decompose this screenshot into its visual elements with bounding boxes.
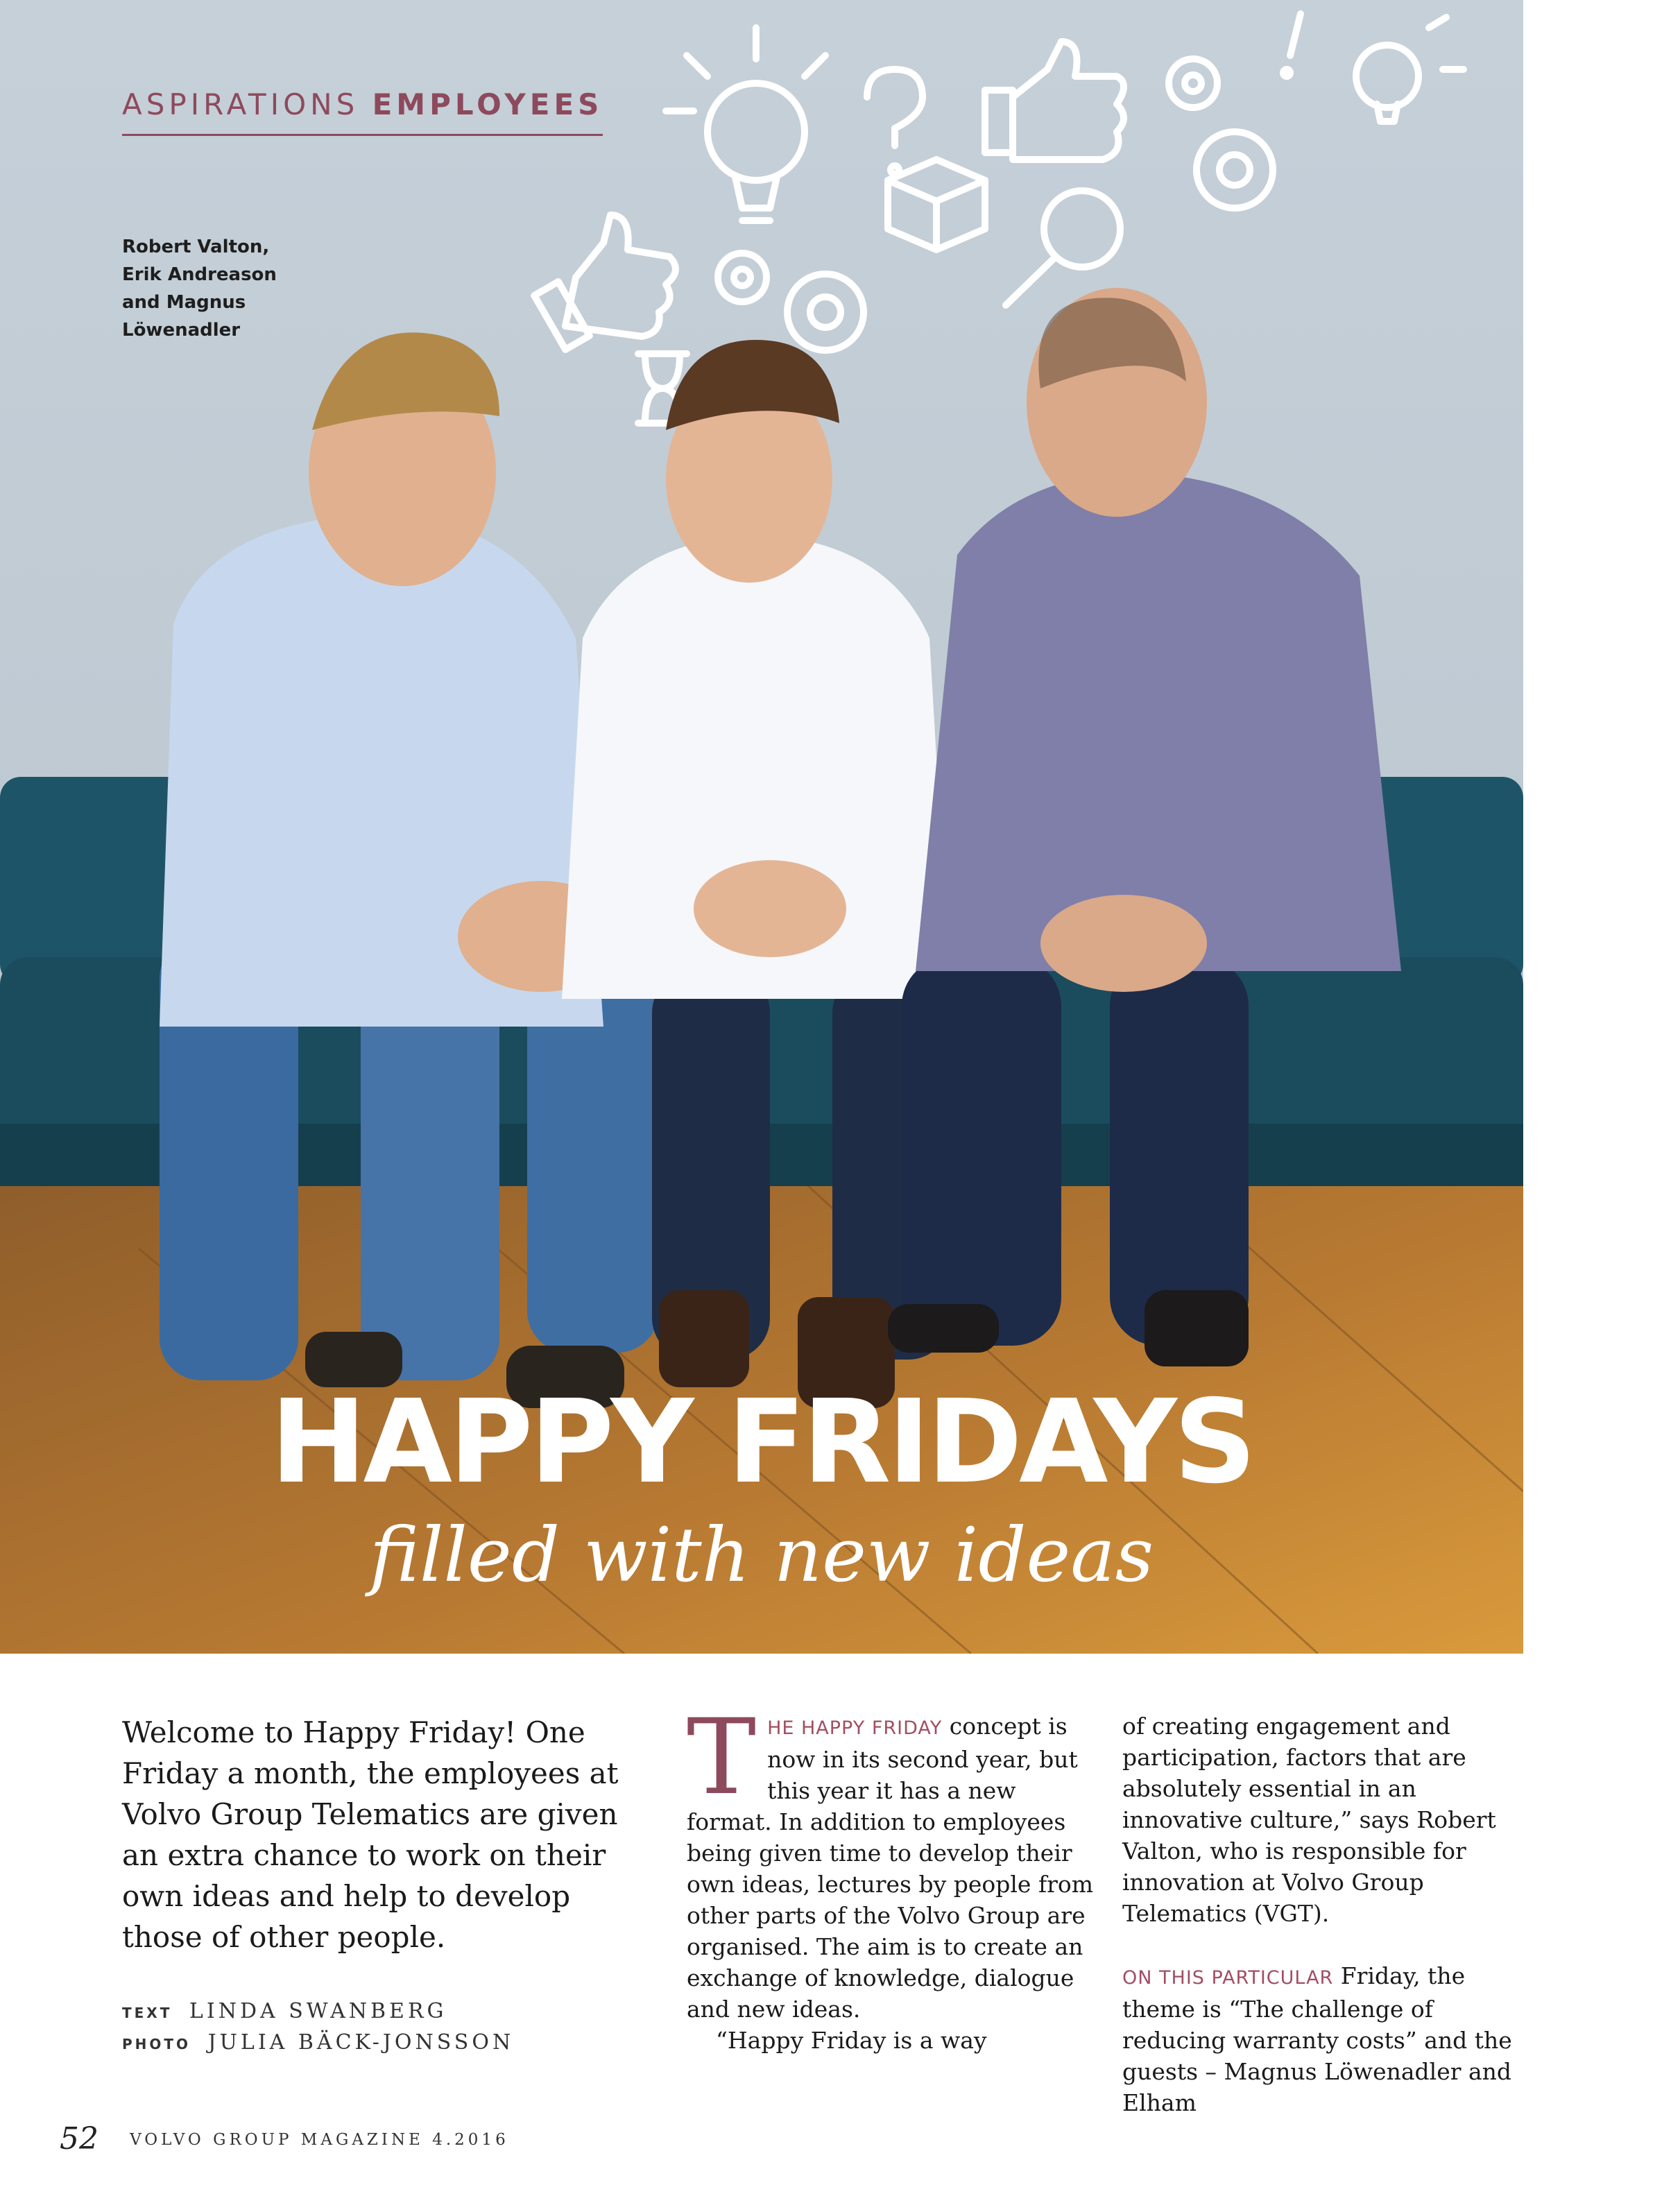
exclamation-icon: [1283, 14, 1301, 76]
thumbs-up-icon: [985, 42, 1124, 160]
lightbulb-icon-2: [1356, 17, 1464, 121]
page-footer: [60, 2121, 509, 2157]
article-col2-lead-in: ON THIS PARTICULAR: [1122, 1967, 1334, 1989]
magnifier-icon: [1006, 191, 1120, 305]
photo-caption: Robert Valton, Erik Andreason and Magnus Löwenadler: [122, 237, 277, 341]
article-col1-text: concept is now in its second year, but this year it has a new format. In addition to employees being given time to develop their own ideas, lectures by people from other parts of the Volvo Group are organised. The aim is to create an exchange of knowledge, dialogue and new ideas.: [687, 1713, 1094, 2023]
thumbs-up-icon-2: [534, 215, 676, 350]
intro-paragraph: Welcome to Happy Friday! One Friday a month, the employees at Volvo Group Telematics are given an extra chance to work on their own ideas and help to develop those of other people.: [122, 1715, 619, 1954]
drop-cap: T: [687, 1697, 757, 1818]
article-column-1: [687, 1697, 1096, 2056]
box-icon: [888, 160, 985, 250]
article-lead-in: HE HAPPY FRIDAY: [767, 1717, 943, 1739]
photo-credit: [122, 2030, 514, 2055]
article-col2-text: Friday, the theme is “The challenge of reducing warranty costs” and the guests – Magnus Löwenadler and Elham: [1122, 1962, 1512, 2116]
idea-doodles: [534, 14, 1464, 423]
text-credit: [122, 1999, 447, 2023]
section-prefix: ASPIRATIONS: [122, 87, 359, 121]
text-credit-name: LINDA SWANBERG: [189, 1999, 447, 2023]
article-col1-quote: “Happy Friday is a way: [716, 2027, 987, 2054]
magazine-issue: VOLVO GROUP MAGAZINE 4.2016: [130, 2131, 509, 2149]
section-label: [122, 87, 603, 136]
photo-credit-label: PHOTO: [122, 2036, 191, 2052]
article-column-2: [1122, 1711, 1538, 2118]
subheadline: filled with new ideas: [369, 1512, 1154, 1599]
article-col2-paragraph-1: of creating engagement and participation, factors that are absolutely essential in an innovative culture,” says Robert Valton, who is responsible for innovation at Volvo Group Telematics (VGT).: [1122, 1713, 1496, 1927]
photo-credit-name: JULIA BÄCK-JONSSON: [207, 2030, 515, 2055]
question-mark-icon: [867, 69, 923, 174]
gear-icon: [1169, 59, 1273, 208]
section-title: EMPLOYEES: [372, 87, 603, 121]
gear-icon-2: [718, 253, 864, 350]
article-col2-paragraph-2: [1122, 1960, 1538, 2118]
text-credit-label: TEXT: [122, 2005, 173, 2021]
lightbulb-icon: [666, 28, 825, 221]
page-number: 52: [60, 2121, 98, 2157]
headline: HAPPY FRIDAYS: [270, 1375, 1253, 1509]
